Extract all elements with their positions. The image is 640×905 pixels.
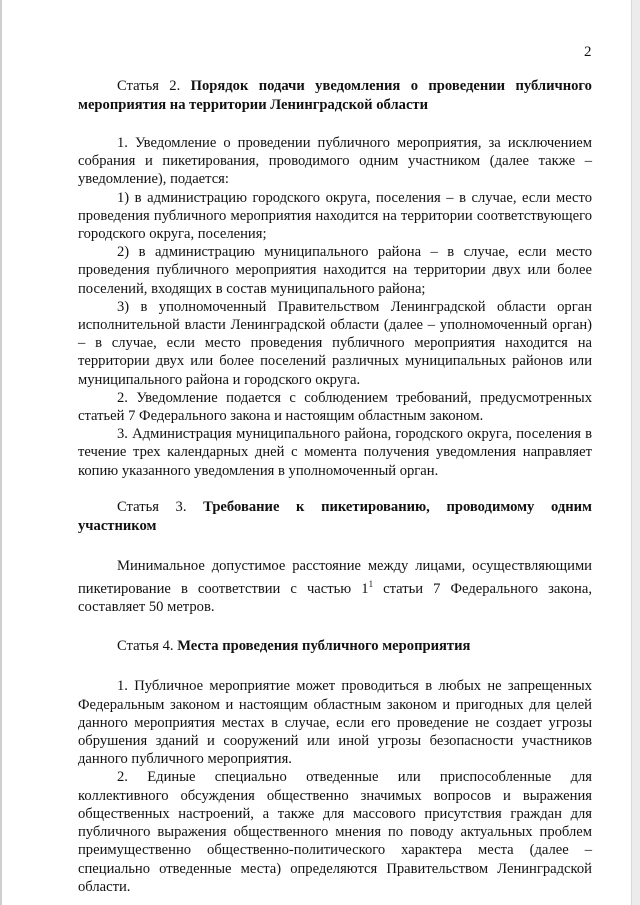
article-3-heading <box>78 498 592 536</box>
article-2-paragraph: 2. Уведомление подается с соблюдением требований, предусмотренных статьей 7 Федерального закона и настоящим областным законом. <box>78 389 592 425</box>
article-4-heading <box>78 637 592 656</box>
article-2-paragraph: 3) в уполномоченный Правительством Ленинградской области орган исполнительной власти Ленинградской области (далее – уполномоченный орган) – в случае, если место проведения публичного мероприятия находится на территории двух или более поселений различных муниципальных районов или муниципального района и городского округа. <box>78 298 592 388</box>
article-2-paragraph: 2) в администрацию муниципального района – в случае, если место проведения публичного мероприятия находится на территории двух или более поселений, входящих в состав муниципального района; <box>78 244 592 297</box>
article-3-prefix: Статья 3. <box>117 498 187 515</box>
article-3-text-before: Минимальное допустимое расстояние между лицами, осуществляющими пикетирование в соответствии с частью 1 <box>78 557 592 598</box>
article-3-paragraph <box>78 557 592 617</box>
document-body <box>78 77 592 896</box>
article-2-title: Порядок подачи уведомления о проведении публичного мероприятия на территории Ленинградской области <box>78 78 592 113</box>
page-number: 2 <box>584 44 592 60</box>
scan-left-edge <box>0 0 2 905</box>
article-2-paragraph: 1. Уведомление о проведении публичного мероприятия, за исключением собрания и пикетирования, проводимого одним участником (далее также – уведомление), подается: <box>78 135 592 188</box>
article-3-title: Требование к пикетированию, проводимому одним участником <box>78 498 592 534</box>
scan-right-edge <box>631 0 640 905</box>
article-2-prefix: Статья 2. <box>117 78 181 94</box>
article-2-paragraph: 3. Администрация муниципального района, городского округа, поселения в течение трех календарных дней с момента получения уведомления направляет копию указанного уведомления в уполномоченный орган. <box>78 426 592 479</box>
article-2-paragraph: 1) в администрацию городского округа, поселения – в случае, если место проведения публичного мероприятия находится на территории соответствующего городского округа, поселения; <box>78 189 592 243</box>
article-4-paragraph: 2. Единые специально отведенные или приспособленные для коллективного обсуждения общественно значимых вопросов и выражения общественных настроений, а также для массового присутствия граждан для публичного выражения общественного мнения по поводу актуальных проблем преимущественно общественно-политического характера места (далее – специально отведенные места) определяются Правительством Ленинградской области. <box>78 769 592 895</box>
article-4-paragraph: 1. Публичное мероприятие может проводиться в любых не запрещенных Федеральным законом и настоящим областным законом и пригодных для целей данного мероприятия местах в случае, если его проведение не создает угрозы обрушения зданий и сооружений или иной угрозы безопасности участников данного публичного мероприятия. <box>78 678 592 768</box>
footnote-superscript: 1 <box>368 579 374 590</box>
article-4-prefix: Статья 4. <box>117 638 174 655</box>
article-4-title: Места проведения публичного мероприятия <box>177 638 471 655</box>
article-3-text-after: статьи 7 Федерального закона, составляет 50 метров. <box>78 581 592 616</box>
article-2-heading <box>78 77 592 115</box>
